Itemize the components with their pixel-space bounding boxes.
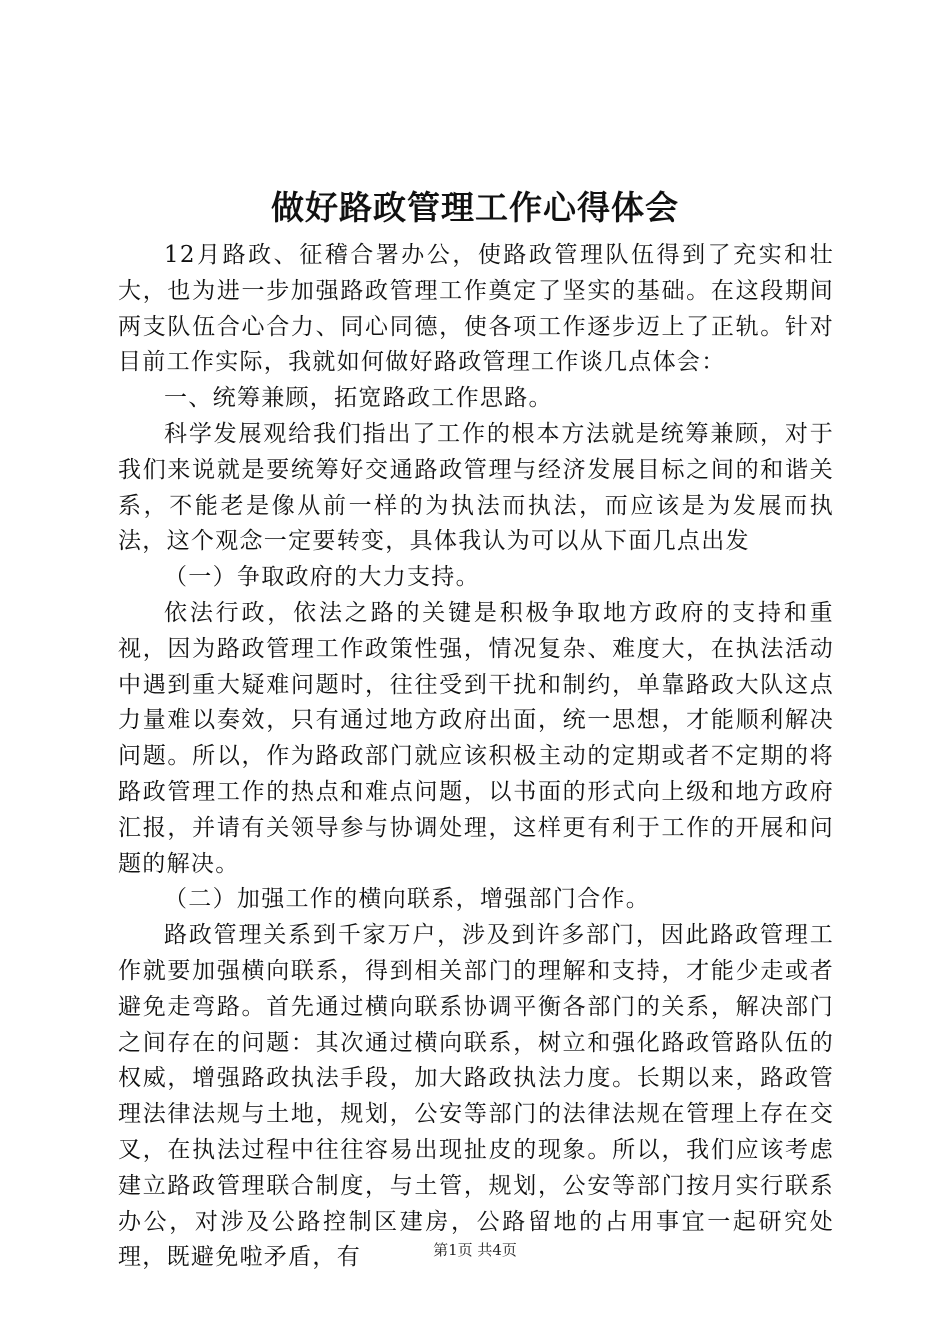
page-number-footer: 第1页 共4页 [433,1241,517,1259]
subheading-two: （二）加强工作的横向联系，增强部门合作。 [164,886,650,913]
paragraph-subsection-one: 依法行政，依法之路的关键是积极争取地方政府的支持和重视，因为路政管理工作政策性强，情况复杂、难度大，在执法活动中遇到重大疑难问题时，往往受到干扰和制约，单靠路政大队这点力量难以奏效，只有通过地方政府出面，统一思想，才能顺利解决问题。所以，作为路政部门就应该积极主动的定期或者不定期的将路政管理工作的热点和难点问题，以书面的形式向上级和地方政府汇报，并请有关领导参与协调处理，这样更有利于工作的开展和问题的解决。 [118,599,834,877]
heading-section-one: 一、统筹兼顾，拓宽路政工作思路。 [164,385,553,412]
document-body [118,238,834,1276]
paragraph-section-one: 科学发展观给我们指出了工作的根本方法就是统筹兼顾，对于我们来说就是要统筹好交通路政管理与经济发展目标之间的和谐关系，不能老是像从前一样的为执法而执法，而应该是为发展而执法，这个观念一定要转变，具体我认为可以从下面几点出发 [118,420,834,555]
paragraph-subsection-two: 路政管理关系到千家万户，涉及到许多部门，因此路政管理工作就要加强横向联系，得到相关部门的理解和支持，才能少走或者避免走弯路。首先通过横向联系协调平衡各部门的关系，解决部门之间存在的问题：其次通过横向联系，树立和强化路政管路队伍的权威，增强路政执法手段，加大路政执法力度。长期以来，路政管理法律法规与土地，规划，公安等部门的法律法规在管理上存在交叉，在执法过程中往往容易出现扯皮的现象。所以，我们应该考虑建立路政管理联合制度，与土管，规划，公安等部门按月实行联系办公，对涉及公路控制区建房，公路留地的占用事宜一起研究处理，既避免啦矛盾，有 [118,922,834,1271]
document-title: 做好路政管理工作心得体会 [271,188,679,227]
subheading-one: （一）争取政府的大力支持。 [164,564,480,591]
paragraph-intro: 12月路政、征稽合署办公，使路政管理队伍得到了充实和壮大，也为进一步加强路政管理工作奠定了坚实的基础。在这段期间两支队伍合心合力、同心同德，使各项工作逐步迈上了正轨。针对目前工作实际，我就如何做好路政管理工作谈几点体会： [118,242,834,376]
